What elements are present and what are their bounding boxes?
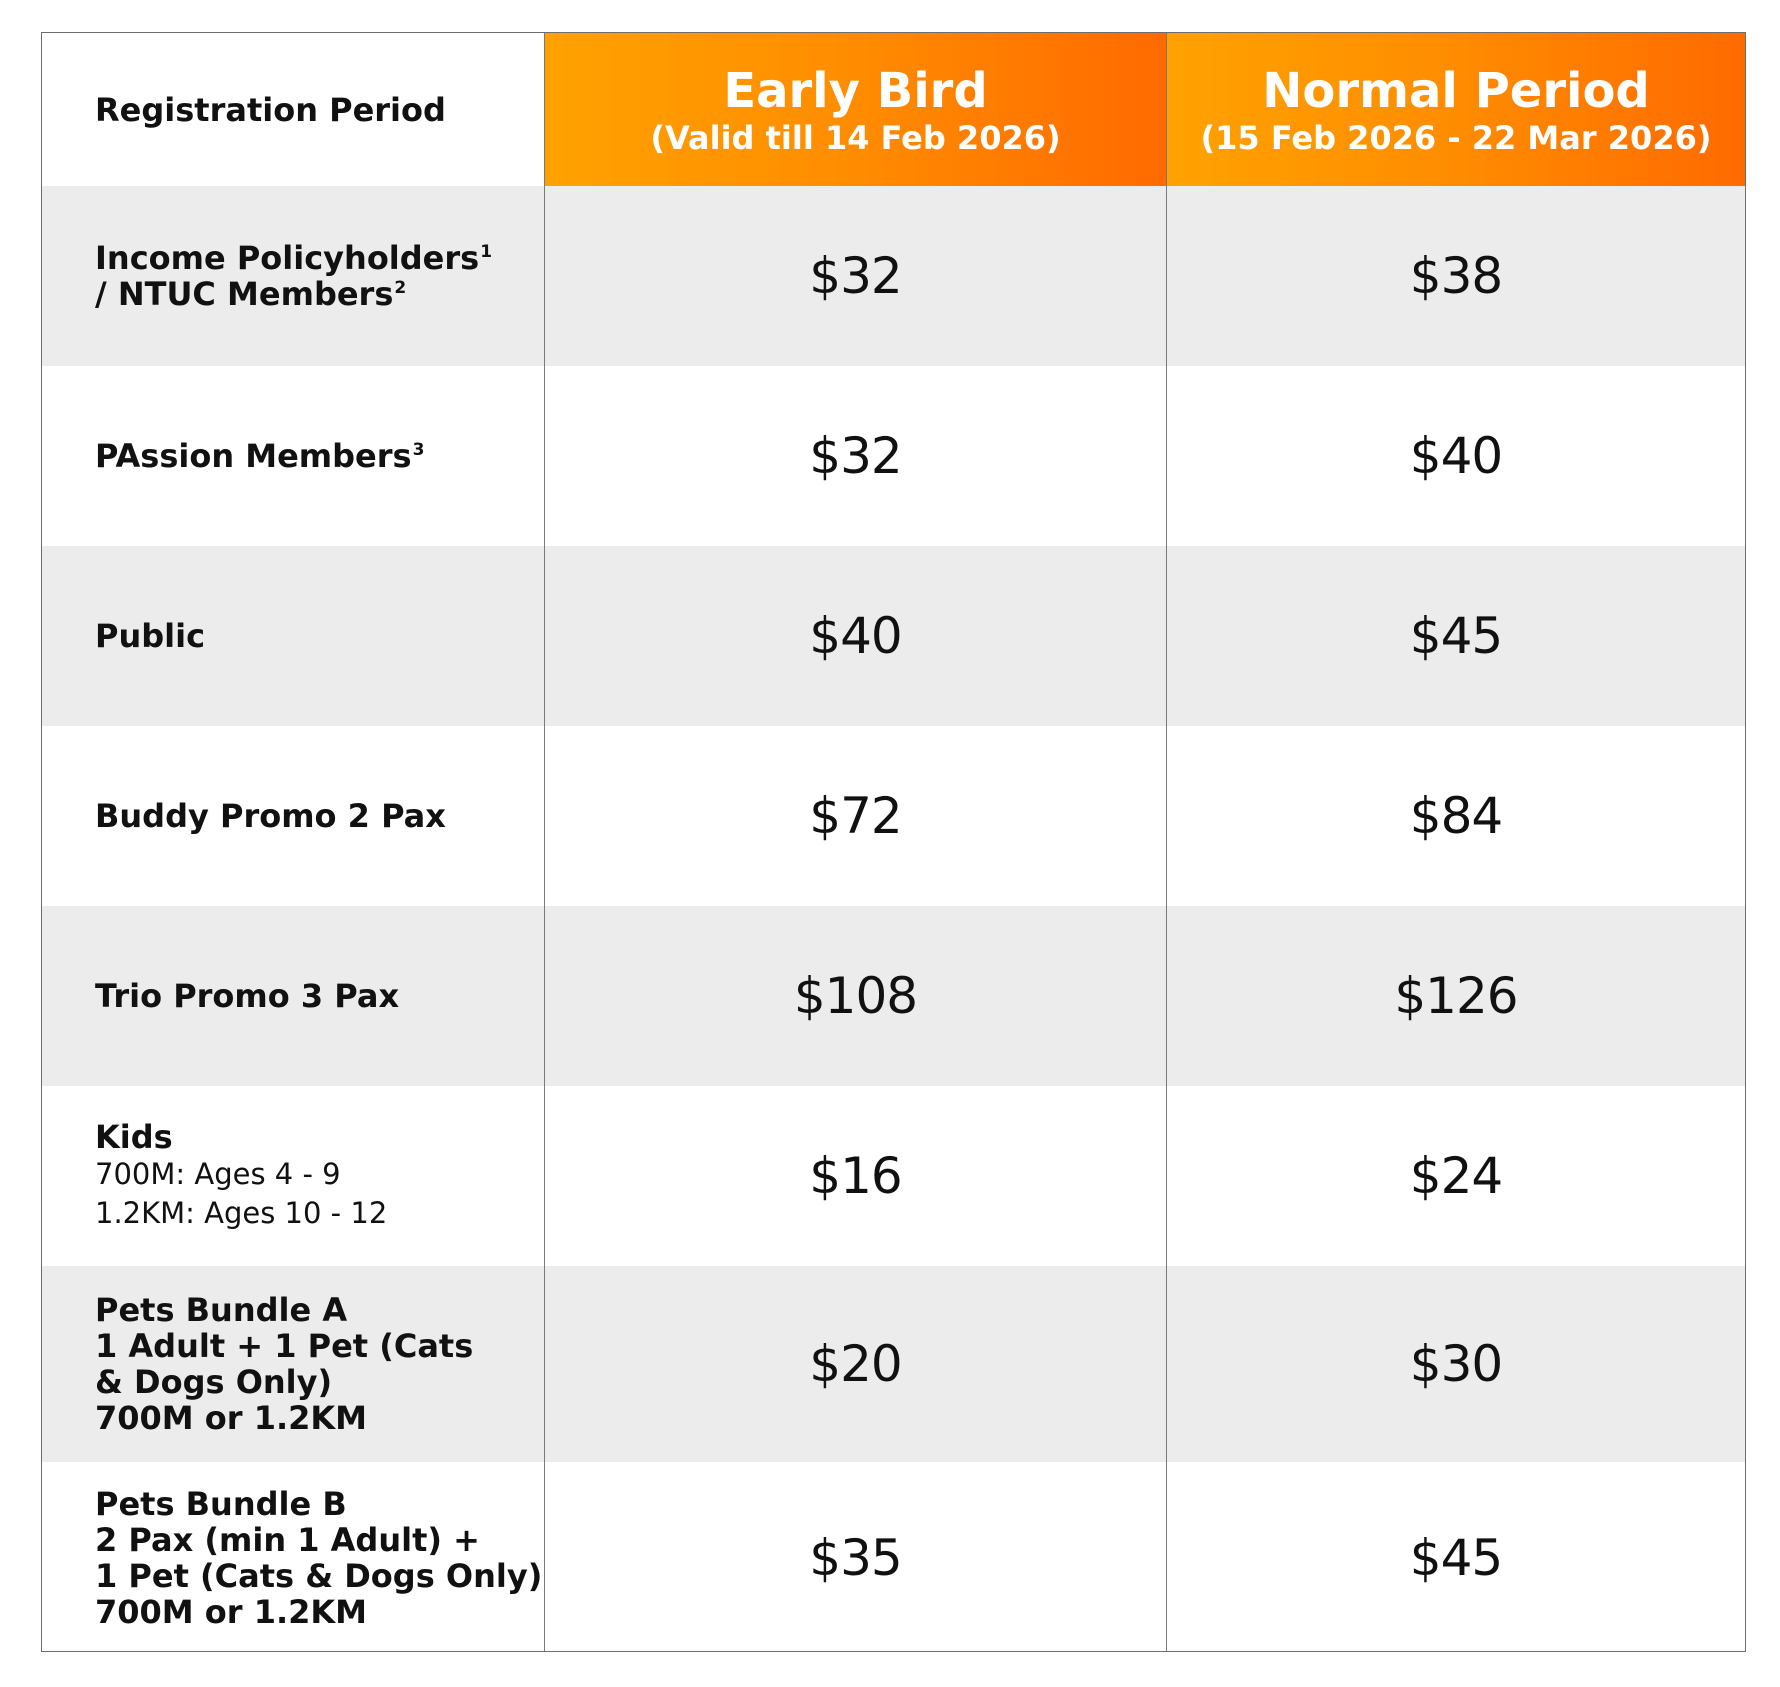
normal-period-title: Normal Period [1262,62,1650,119]
early-bird-price-cell [544,906,1166,1086]
normal-price-cell [1166,726,1745,906]
early-bird-price-cell [544,366,1166,546]
category-label-line: Pets Bundle A [95,1291,348,1329]
category-cell [42,1266,544,1462]
category-label-line: 700M or 1.2KM [95,1592,368,1631]
category-label-line: 700M or 1.2KM [95,1399,368,1437]
footnote-marker: 3 [412,440,425,461]
normal-price: $40 [1409,427,1503,485]
table-header-row [42,33,1745,186]
normal-price: $45 [1409,1528,1503,1587]
category-label: Buddy Promo 2 Pax [95,797,446,835]
category-label-line: 1 Adult + 1 Pet (Cats [95,1327,474,1365]
normal-price: $45 [1409,607,1503,665]
early-bird-price-cell [544,186,1166,366]
normal-price-cell [1166,546,1745,726]
normal-price: $38 [1409,247,1503,305]
early-bird-price-cell [544,1266,1166,1462]
category-label: Trio Promo 3 Pax [95,977,400,1015]
normal-price: $30 [1409,1335,1503,1393]
early-bird-price: $72 [809,787,902,845]
normal-price-cell [1166,1462,1745,1652]
early-bird-price: $16 [809,1147,902,1205]
category-cell [42,1462,544,1652]
category-label-line: 2 Pax (min 1 Adult) + [95,1520,480,1559]
category-detail-line: 700M: Ages 4 - 9 [95,1157,341,1191]
category-label-line: Pets Bundle B [95,1484,347,1523]
category-label [95,1486,542,1630]
early-bird-price: $108 [793,967,918,1025]
normal-price-cell [1166,906,1745,1086]
pricing-table [41,32,1746,1652]
category-cell [42,726,544,906]
category-label [95,1292,473,1436]
early-bird-price-cell [544,1462,1166,1652]
normal-period-header-cell [1166,33,1745,186]
table-row [42,546,1745,726]
normal-period-subtitle: (15 Feb 2026 - 22 Mar 2026) [1200,118,1712,157]
table-row [42,1266,1745,1462]
registration-period-header-cell [42,33,544,186]
category-cell [42,1086,544,1266]
table-row [42,1462,1745,1652]
registration-period-label: Registration Period [95,90,446,129]
normal-price-cell [1166,186,1745,366]
table-row [42,366,1745,546]
early-bird-price: $32 [809,427,902,485]
category-label [95,1119,387,1233]
normal-price-cell [1166,1266,1745,1462]
category-label-line: / NTUC Members [95,275,394,313]
category-cell [42,366,544,546]
category-cell [42,906,544,1086]
category-cell [42,546,544,726]
table-row [42,906,1745,1086]
early-bird-subtitle: (Valid till 14 Feb 2026) [650,118,1061,157]
normal-price-cell [1166,1086,1745,1266]
early-bird-price: $32 [809,247,902,305]
category-label-line: 1 Pet (Cats & Dogs Only) [95,1556,543,1595]
footnote-marker: 2 [394,278,407,299]
category-detail-line: 1.2KM: Ages 10 - 12 [95,1196,388,1230]
early-bird-header-cell [544,33,1166,186]
early-bird-price-cell [544,546,1166,726]
normal-price: $126 [1394,967,1518,1025]
table-row [42,726,1745,906]
category-label: Public [95,617,206,655]
category-label-line: & Dogs Only) [95,1363,333,1401]
early-bird-price: $20 [809,1335,902,1393]
normal-price-cell [1166,366,1745,546]
category-label-line: PAssion Members [95,437,412,475]
normal-price: $84 [1409,787,1503,845]
table-row [42,1086,1745,1266]
table-row [42,186,1745,366]
early-bird-price-cell [544,1086,1166,1266]
footnote-marker: 1 [480,242,493,263]
category-cell [42,186,544,366]
category-label [95,438,424,474]
early-bird-price: $40 [809,607,902,665]
early-bird-price-cell [544,726,1166,906]
category-label-line: Income Policyholders [95,239,480,277]
early-bird-title: Early Bird [723,62,988,119]
early-bird-price: $35 [809,1528,902,1587]
category-label-line: Kids [95,1118,173,1156]
normal-price: $24 [1409,1147,1503,1205]
category-label [95,240,492,312]
